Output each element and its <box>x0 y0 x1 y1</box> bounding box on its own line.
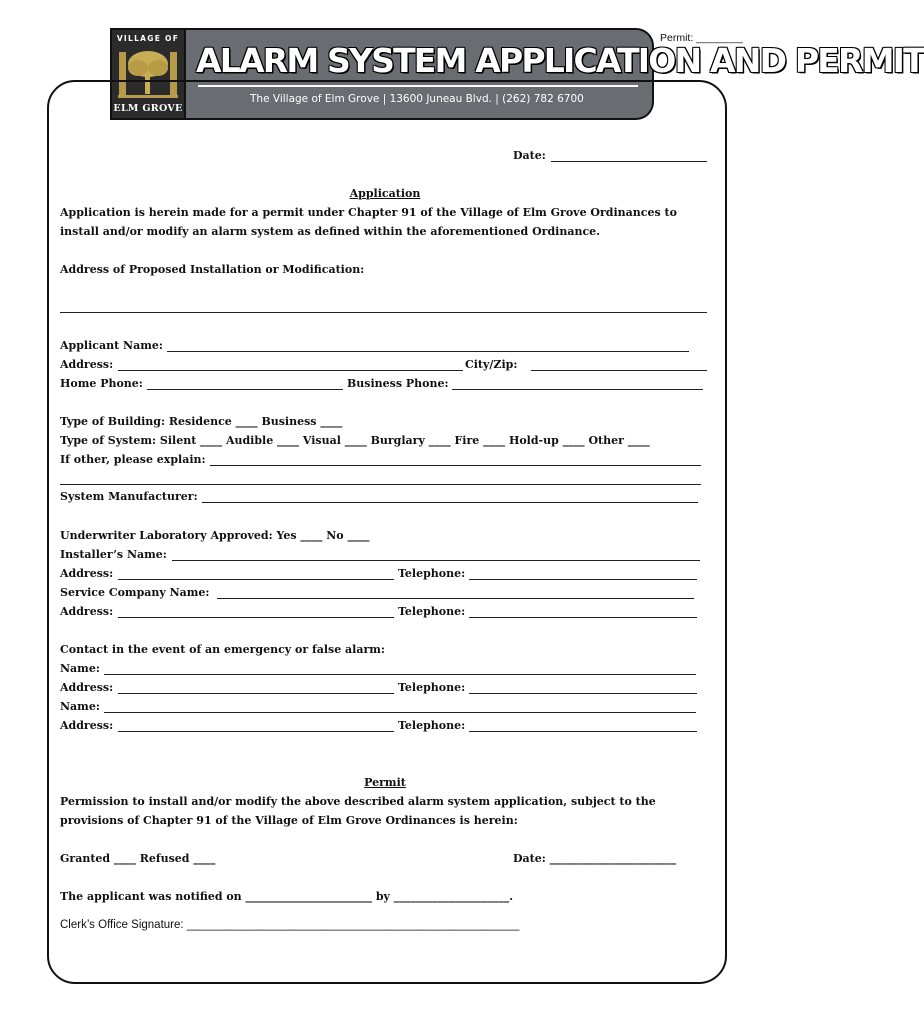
service-telephone-label: Telephone: <box>398 605 466 618</box>
if-other-line[interactable] <box>210 465 701 466</box>
contact2-address-line[interactable] <box>118 731 394 732</box>
installer-name-line[interactable] <box>172 560 700 561</box>
emergency-contact-label: Contact in the event of an emergency or false alarm: <box>60 643 385 656</box>
applicant-address-line[interactable] <box>118 370 463 371</box>
service-address-label: Address: <box>60 605 114 618</box>
proposed-address-label: Address of Proposed Installation or Modification: <box>60 263 365 276</box>
installer-name-label: Installer’s Name: <box>60 548 167 561</box>
service-company-label: Service Company Name: <box>60 586 210 599</box>
contact1-name-label: Name: <box>60 662 100 675</box>
page-title: ALARM SYSTEM APPLICATION AND PERMIT <box>196 41 924 80</box>
applicant-name-label: Applicant Name: <box>60 339 163 352</box>
contact1-telephone-label: Telephone: <box>398 681 466 694</box>
applicant-name-line[interactable] <box>167 351 689 352</box>
logo-top-text: VILLAGE OF <box>116 34 180 43</box>
permit-number-field[interactable]: Permit: ________ <box>660 32 743 44</box>
contact1-telephone-line[interactable] <box>469 693 697 694</box>
application-heading: Application <box>349 187 421 200</box>
village-contact-line: The Village of Elm Grove | 13600 Juneau Blvd. | (262) 782 6700 <box>250 93 584 105</box>
home-phone-line[interactable] <box>147 389 343 390</box>
applicant-address-label: Address: <box>60 358 114 371</box>
installer-address-label: Address: <box>60 567 114 580</box>
contact1-name-line[interactable] <box>104 674 696 675</box>
permit-text-line1: Permission to install and/or modify the above described alarm system application, subject to the <box>60 795 656 808</box>
granted-refused-row[interactable]: Granted ____ Refused ____ <box>60 852 216 865</box>
service-company-line[interactable] <box>217 598 694 599</box>
application-intro-line2: install and/or modify an alarm system as defined within the aforementioned Ordinance. <box>60 225 600 238</box>
date-line[interactable] <box>551 161 707 162</box>
contact1-address-label: Address: <box>60 681 114 694</box>
contact2-telephone-line[interactable] <box>469 731 697 732</box>
logo-bottom-text: ELM GROVE <box>113 103 183 114</box>
contact2-name-line[interactable] <box>104 712 696 713</box>
date-label: Date: <box>513 149 546 162</box>
if-other-line-2[interactable] <box>60 484 701 485</box>
permit-heading: Permit <box>364 776 406 789</box>
contact2-address-label: Address: <box>60 719 114 732</box>
business-phone-label: Business Phone: <box>347 377 449 390</box>
ul-approved-row[interactable]: Underwriter Laboratory Approved: Yes ____ No ____ <box>60 529 370 542</box>
if-other-label: If other, please explain: <box>60 453 206 466</box>
application-intro-line1: Application is herein made for a permit under Chapter 91 of the Village of Elm Grove Ordinances to <box>60 206 677 219</box>
city-zip-line[interactable] <box>531 370 707 371</box>
installer-telephone-line[interactable] <box>469 579 697 580</box>
installer-telephone-label: Telephone: <box>398 567 466 580</box>
contact1-address-line[interactable] <box>118 693 394 694</box>
notified-row[interactable]: The applicant was notified on _______________________ by _____________________. <box>60 890 514 903</box>
clerk-signature-row[interactable]: Clerk’s Office Signature: ____________________________________________________ <box>60 919 520 931</box>
permit-date-field[interactable]: Date: _______________________ <box>513 852 677 865</box>
permit-text-line2: provisions of Chapter 91 of the Village of Elm Grove Ordinances is herein: <box>60 814 518 827</box>
city-zip-label: City/Zip: <box>465 358 518 371</box>
contact2-name-label: Name: <box>60 700 100 713</box>
business-phone-line[interactable] <box>452 389 703 390</box>
contact2-telephone-label: Telephone: <box>398 719 466 732</box>
system-type-row[interactable]: Type of System: Silent ____ Audible ____ Visual ____ Burglary ____ Fire ____ Hold-up ____ Other ____ <box>60 434 650 447</box>
home-phone-label: Home Phone: <box>60 377 143 390</box>
building-type-row[interactable]: Type of Building: Residence ____ Business ____ <box>60 415 343 428</box>
installer-address-line[interactable] <box>118 579 394 580</box>
service-address-line[interactable] <box>118 617 394 618</box>
proposed-address-line[interactable] <box>60 312 707 313</box>
manufacturer-label: System Manufacturer: <box>60 490 198 503</box>
manufacturer-line[interactable] <box>202 502 698 503</box>
service-telephone-line[interactable] <box>469 617 697 618</box>
